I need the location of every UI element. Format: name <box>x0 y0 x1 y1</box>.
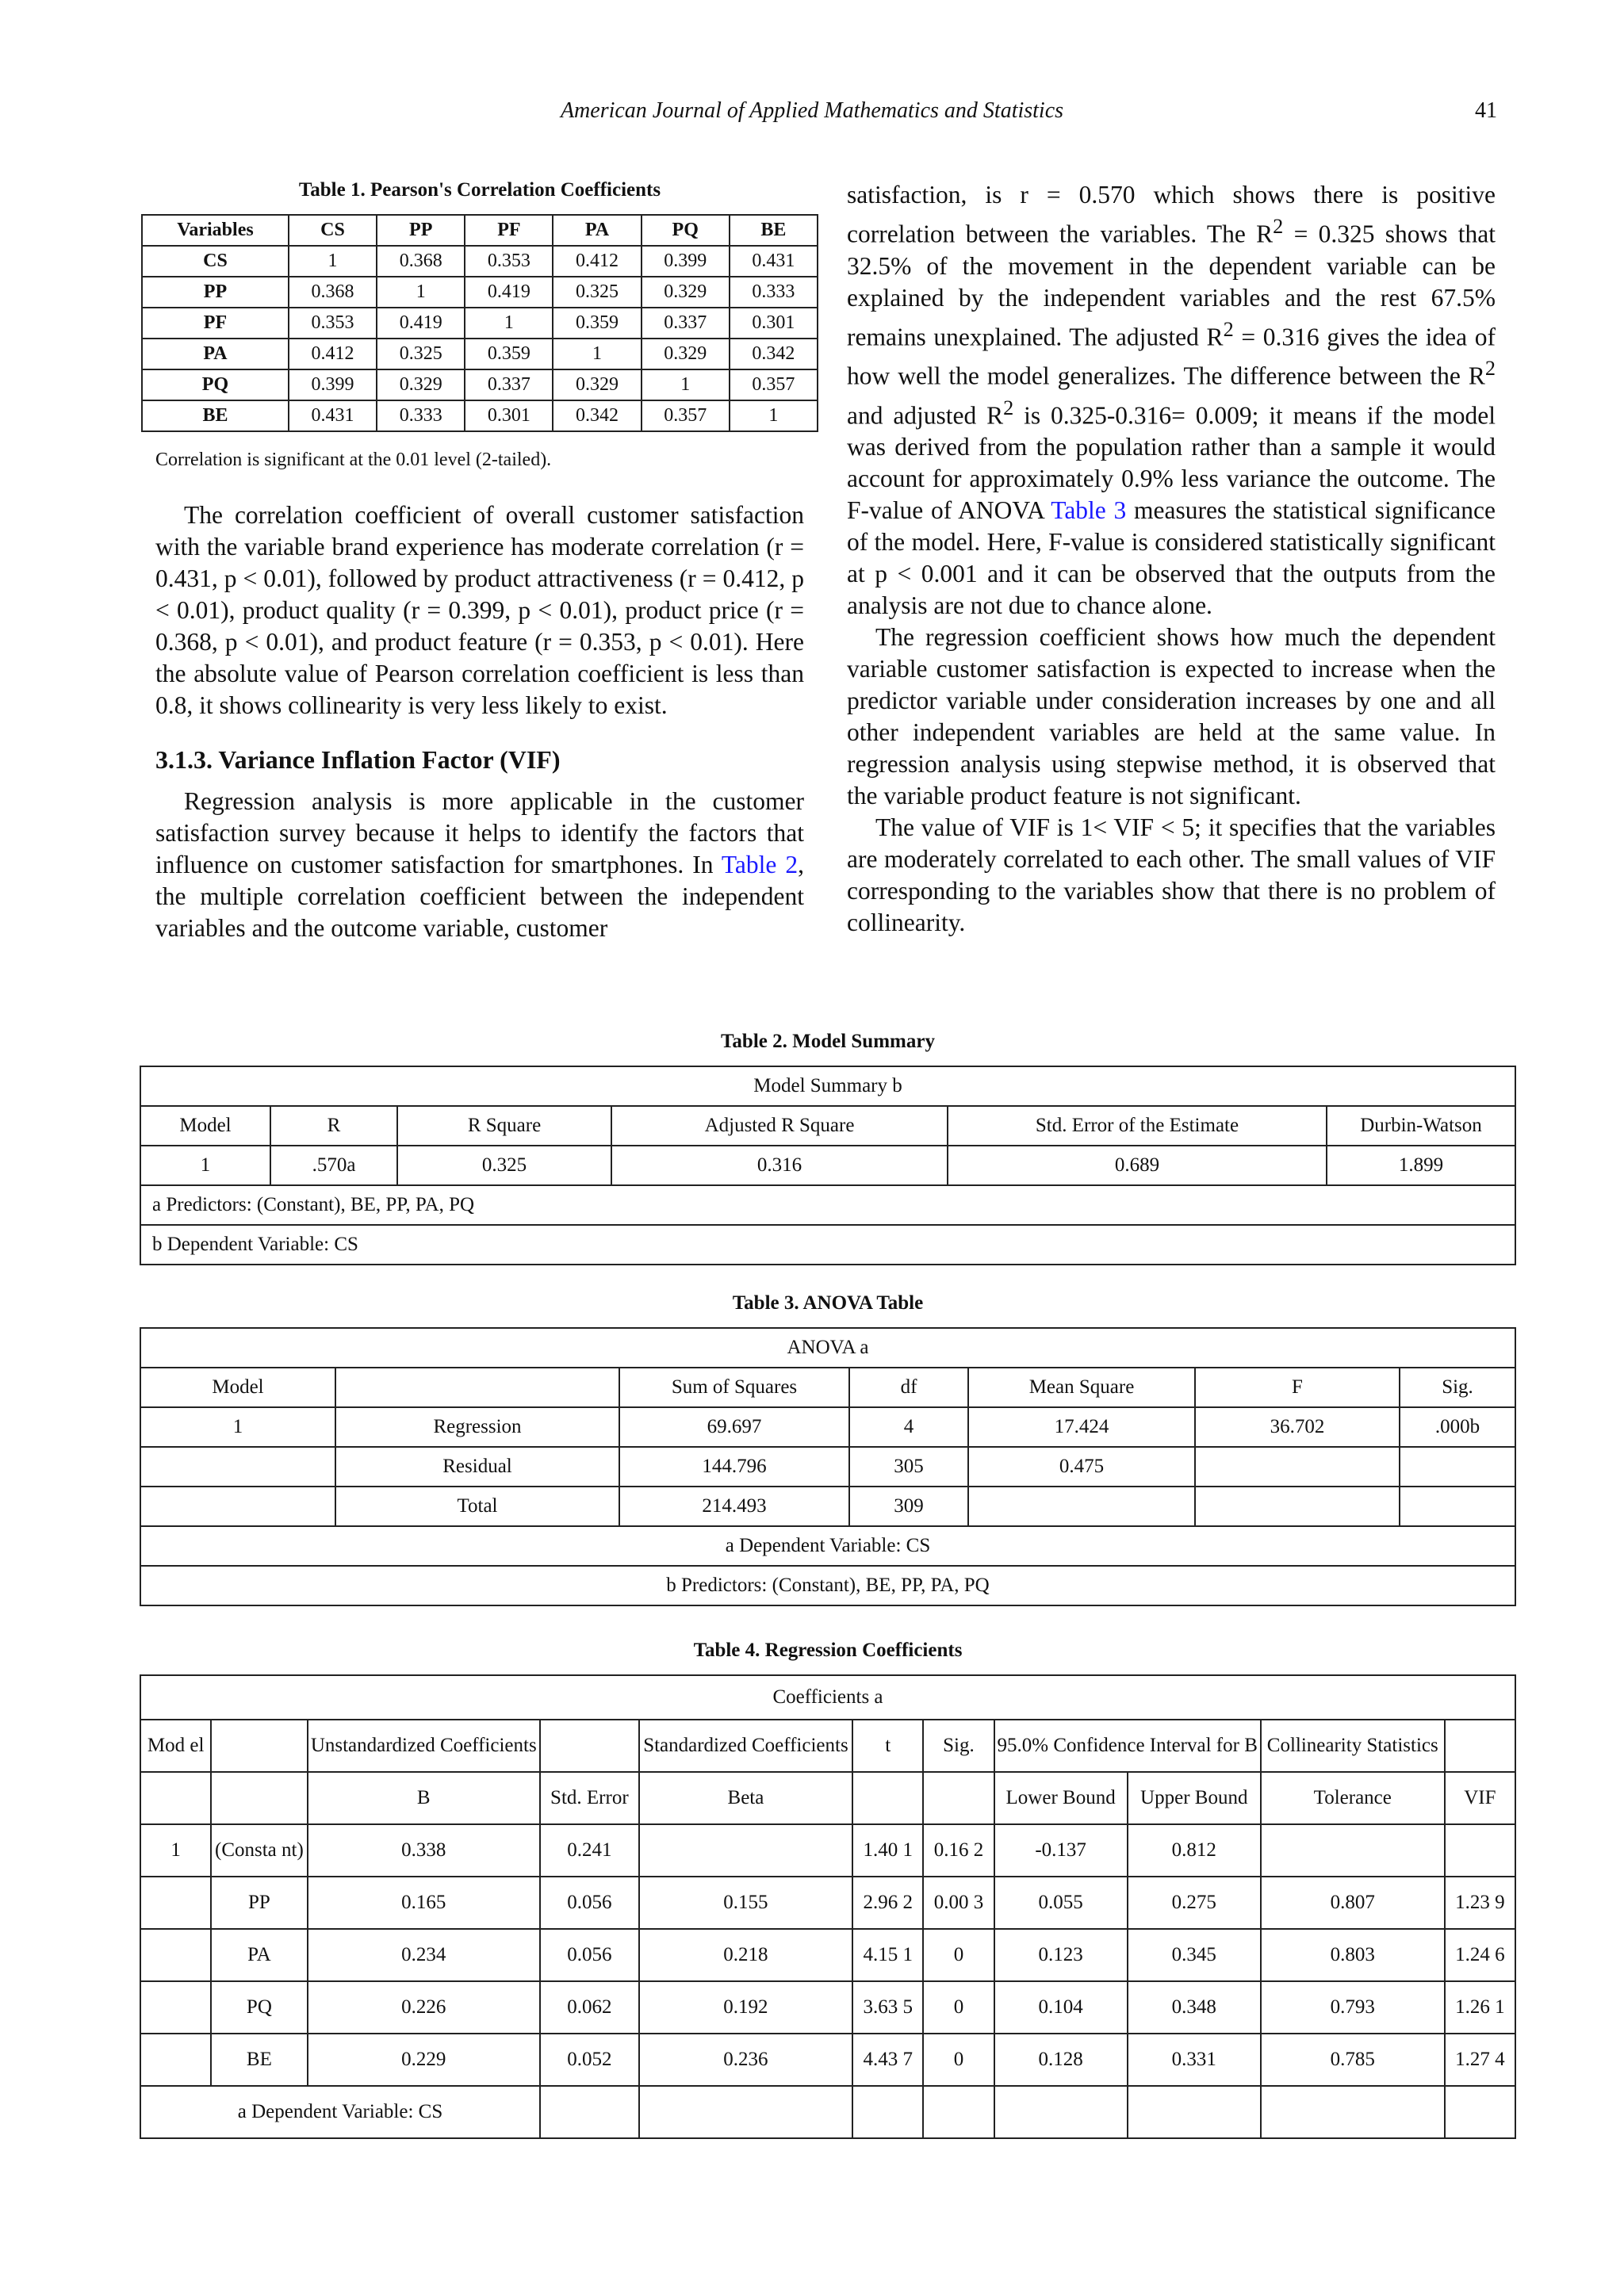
table4-header-blank <box>852 1772 923 1824</box>
table1-cell: 0.431 <box>730 246 818 277</box>
body-paragraph: The regression coefficient shows how much the dependent variable customer satisfaction is expected to increase when the predictor variable under consideration increases by one and all other independent variables are held at the same value. In regression analysis using stepwise method, it is observed that the variable product feature is not significant. <box>847 623 1496 809</box>
table1-cell: 0.342 <box>553 400 641 431</box>
table1-cell: 1 <box>642 369 730 400</box>
table1-cell: 0.325 <box>377 339 465 369</box>
table4-header-blank <box>211 1720 307 1772</box>
table4-cell: 0.055 <box>994 1877 1128 1929</box>
table1-cell: 0.412 <box>289 339 377 369</box>
table3-col-header: df <box>849 1368 968 1407</box>
table1-col-header: PA <box>553 215 641 246</box>
table1-row-label: PF <box>142 308 289 339</box>
table1-cell: 0.329 <box>377 369 465 400</box>
table4-cell: 0.00 3 <box>923 1877 994 1929</box>
table2-col-header: Std. Error of the Estimate <box>948 1106 1327 1146</box>
table4-cell <box>923 2086 994 2138</box>
table1-cell: 0.359 <box>465 339 553 369</box>
table4-cell <box>540 2086 639 2138</box>
table4-cell <box>140 1929 211 1981</box>
table4-cell: 0.104 <box>994 1981 1128 2034</box>
table4-header-beta: Beta <box>639 1772 852 1824</box>
table1-caption: Table 1. Pearson's Correlation Coefficients <box>298 179 661 201</box>
table4-cell <box>1261 1824 1445 1877</box>
table3-col-header <box>335 1368 619 1407</box>
table4-cell: 0.062 <box>540 1981 639 2034</box>
table1-cell: 0.329 <box>642 277 730 308</box>
anova-table <box>140 1327 1516 1606</box>
table4-cell: 0.807 <box>1261 1877 1445 1929</box>
table3-cell: 17.424 <box>968 1407 1195 1447</box>
table4-caption: Table 4. Regression Coefficients <box>693 1640 963 1661</box>
table4-cell: 1.27 4 <box>1445 2034 1515 2086</box>
table4-cell: 0.056 <box>540 1877 639 1929</box>
table-row <box>140 1487 1515 1526</box>
table1-cell: 1 <box>289 246 377 277</box>
table1-cell: 1 <box>730 400 818 431</box>
table4-cell <box>1128 2086 1261 2138</box>
table1-cell: 0.333 <box>730 277 818 308</box>
table3-cell: 214.493 <box>619 1487 849 1526</box>
table-row <box>142 308 818 339</box>
table4-header-vif: VIF <box>1445 1772 1515 1824</box>
body-paragraph <box>847 179 1496 622</box>
table1-cell: 0.325 <box>553 277 641 308</box>
table3-cell: 36.702 <box>1195 1407 1400 1447</box>
table4-block <box>140 1640 1516 2139</box>
table4-cell: 1.24 6 <box>1445 1929 1515 1981</box>
text-run: = 0.316 gives the idea of how well the model generalizes. The difference between the R <box>847 323 1496 390</box>
table3-cell <box>1400 1447 1515 1487</box>
table1-cell: 0.337 <box>465 369 553 400</box>
table4-cell: 0.16 2 <box>923 1824 994 1877</box>
table1-col-header: Variables <box>142 215 289 246</box>
table3-cell <box>968 1487 1195 1526</box>
table4-cell: 0 <box>923 2034 994 2086</box>
table4-cell: 0.241 <box>540 1824 639 1877</box>
table-row <box>140 1328 1515 1368</box>
table-row <box>142 369 818 400</box>
table4-cell: BE <box>211 2034 307 2086</box>
superscript: 2 <box>1223 317 1234 341</box>
table3-col-header: Mean Square <box>968 1368 1195 1407</box>
superscript: 2 <box>1484 357 1496 380</box>
table-row <box>140 1146 1515 1185</box>
table1-cell: 1 <box>553 339 641 369</box>
table4-cell <box>1261 2086 1445 2138</box>
table-row <box>140 1929 1515 1981</box>
table1-cell: 0.399 <box>642 246 730 277</box>
table4-cell: 0.218 <box>639 1929 852 1981</box>
text-run: = 0.325 shows that 32.5% of the movement in the dependent variable can be explained by the independent variables and the rest 67.5% remains unexplained. The adjusted R <box>847 220 1496 350</box>
table3-cell <box>140 1447 335 1487</box>
table4-header-coll: Collinearity Statistics <box>1261 1720 1445 1772</box>
table4-header-t: t <box>852 1720 923 1772</box>
table4-cell: 0.803 <box>1261 1929 1445 1981</box>
table3-cell <box>140 1487 335 1526</box>
table-row <box>140 1566 1515 1605</box>
table1-row-label: PP <box>142 277 289 308</box>
table-row <box>140 2086 1515 2138</box>
table3-cell: .000b <box>1400 1407 1515 1447</box>
table1-cell: 0.419 <box>377 308 465 339</box>
table4-header-blank <box>923 1772 994 1824</box>
table3-cell: Residual <box>335 1447 619 1487</box>
table3-cell: 69.697 <box>619 1407 849 1447</box>
table3-cell <box>1195 1487 1400 1526</box>
table1-header-row <box>142 215 818 246</box>
table3-cell <box>1195 1447 1400 1487</box>
table2-col-header: Adjusted R Square <box>611 1106 948 1146</box>
table3-title: ANOVA a <box>140 1328 1515 1368</box>
table1-cell: 1 <box>377 277 465 308</box>
table3-note: b Predictors: (Constant), BE, PP, PA, PQ <box>140 1566 1515 1605</box>
table3-col-header: Model <box>140 1368 335 1407</box>
table3-cell: 0.475 <box>968 1447 1195 1487</box>
table1-cell: 1 <box>465 308 553 339</box>
text-run: , the multiple correlation coefficient between the independent variables and the outcome variable, customer <box>155 851 804 942</box>
table4-cell: 0.331 <box>1128 2034 1261 2086</box>
text-run: satisfaction, is r = 0.570 which shows there is positive correlation between the variables. The R <box>847 181 1496 248</box>
text-run: Regression analysis is more applicable in the customer satisfaction survey because it helps to identify the factors that influence on customer satisfaction for smartphones. In <box>155 787 804 878</box>
table-row <box>140 1877 1515 1929</box>
table2-cell: 1 <box>140 1146 270 1185</box>
table4-header-blank <box>1445 1720 1515 1772</box>
table1-cell: 0.333 <box>377 400 465 431</box>
table2-block <box>140 1031 1516 1265</box>
table4-header-ci: 95.0% Confidence Interval for B <box>994 1720 1261 1772</box>
table1-cell: 0.337 <box>642 308 730 339</box>
table2-col-header: R <box>270 1106 397 1146</box>
right-column <box>847 179 1496 939</box>
table4-header-se: Std. Error <box>540 1772 639 1824</box>
table1-cell: 0.301 <box>730 308 818 339</box>
body-paragraph: The correlation coefficient of overall customer satisfaction with the variable brand experience has moderate correlation (r = 0.431, p < 0.01), followed by product attractiveness (r = 0.412, p < 0.01), product quality (r = 0.399, p < 0.01), product price (r = 0.368, p < 0.01), and product feature (r = 0.353, p < 0.01). Here the absolute value of Pearson correlation coefficient is less than 0.8, it shows collinearity is very less likely to exist. <box>155 501 804 719</box>
table4-cell <box>140 1981 211 2034</box>
table-row <box>142 339 818 369</box>
table4-cell: PQ <box>211 1981 307 2034</box>
table4-cell: 1.40 1 <box>852 1824 923 1877</box>
table4-cell: 0.275 <box>1128 1877 1261 1929</box>
running-head: American Journal of Applied Mathematics and Statistics <box>560 98 1064 123</box>
table3-cell <box>1400 1487 1515 1526</box>
table1-row-label: BE <box>142 400 289 431</box>
table-row <box>140 1407 1515 1447</box>
table-row <box>140 1447 1515 1487</box>
model-summary-table <box>140 1066 1516 1265</box>
table3-caption: Table 3. ANOVA Table <box>732 1292 924 1314</box>
table-row <box>140 1368 1515 1407</box>
table4-header-blank <box>540 1720 639 1772</box>
table3-cell: 1 <box>140 1407 335 1447</box>
table4-cell: 0 <box>923 1981 994 2034</box>
table2-cell: 0.689 <box>948 1146 1327 1185</box>
table4-cell <box>852 2086 923 2138</box>
table-row <box>140 1981 1515 2034</box>
table-row <box>140 1824 1515 1877</box>
table4-title: Coefficients a <box>140 1675 1515 1720</box>
table3-col-header: Sig. <box>1400 1368 1515 1407</box>
table4-cell: 0.155 <box>639 1877 852 1929</box>
text-run: is 0.325-0.316= 0.009; it means if the model was derived from the population rather than a sample it would account for approximately 0.9% less variance the outcome. The F-value of ANOVA <box>847 401 1496 524</box>
table4-header-blank <box>140 1772 211 1824</box>
table4-cell: 0.348 <box>1128 1981 1261 2034</box>
table4-header-unstd: Unstandardized Coefficients <box>308 1720 540 1772</box>
table4-cell: 4.43 7 <box>852 2034 923 2086</box>
table2-cell: 0.325 <box>397 1146 611 1185</box>
table4-cell: 0.128 <box>994 2034 1128 2086</box>
table2-cell: 1.899 <box>1327 1146 1515 1185</box>
table4-header-std: Standardized Coefficients <box>639 1720 852 1772</box>
table4-cell: 0.812 <box>1128 1824 1261 1877</box>
table4-cell: 0.345 <box>1128 1929 1261 1981</box>
table4-cell: -0.137 <box>994 1824 1128 1877</box>
table4-header-sig: Sig. <box>923 1720 994 1772</box>
table-row <box>140 1106 1515 1146</box>
table1-note: Correlation is significant at the 0.01 level (2-tailed). <box>155 450 552 470</box>
table4-cell: 0.338 <box>308 1824 540 1877</box>
correlation-table <box>141 214 818 432</box>
superscript: 2 <box>1273 215 1284 238</box>
table-row <box>140 1526 1515 1566</box>
table3-cell: Regression <box>335 1407 619 1447</box>
table4-cell: PP <box>211 1877 307 1929</box>
superscript: 2 <box>1003 396 1014 419</box>
table1-cell: 0.399 <box>289 369 377 400</box>
table4-cell: 4.15 1 <box>852 1929 923 1981</box>
table3-cell: 4 <box>849 1407 968 1447</box>
table3-col-header: F <box>1195 1368 1400 1407</box>
table4-header-model: Mod el <box>140 1720 211 1772</box>
table4-cell: 0.234 <box>308 1929 540 1981</box>
table-row <box>140 1720 1515 1772</box>
table4-cell: 0.056 <box>540 1929 639 1981</box>
table4-cell: 0.052 <box>540 2034 639 2086</box>
table4-cell: 0 <box>923 1929 994 1981</box>
text-run: and adjusted R <box>847 401 1004 429</box>
table2-col-header: R Square <box>397 1106 611 1146</box>
table4-cell: (Consta nt) <box>211 1824 307 1877</box>
page-number: 41 <box>1475 98 1497 123</box>
table2-cell: .570a <box>270 1146 397 1185</box>
table4-cell <box>1445 1824 1515 1877</box>
table4-cell: 0.165 <box>308 1877 540 1929</box>
table4-cell: PA <box>211 1929 307 1981</box>
table4-cell: 0.226 <box>308 1981 540 2034</box>
table3-cell: 305 <box>849 1447 968 1487</box>
table1-row-label: PA <box>142 339 289 369</box>
table4-cell <box>140 2034 211 2086</box>
body-paragraph: The value of VIF is 1< VIF < 5; it specifies that the variables are moderately correlated to each other. The small values of VIF corresponding to the variables show that there is no problem of collinearity. <box>847 813 1496 936</box>
table3-block <box>140 1292 1516 1606</box>
section-heading: 3.1.3. Variance Inflation Factor (VIF) <box>155 745 561 774</box>
table1-cell: 0.357 <box>642 400 730 431</box>
table1-cell: 0.342 <box>730 339 818 369</box>
table-row <box>140 1185 1515 1225</box>
table4-cell: 0.192 <box>639 1981 852 2034</box>
table1-col-header: BE <box>730 215 818 246</box>
table1-cell: 0.357 <box>730 369 818 400</box>
table-row <box>142 277 818 308</box>
table4-cell: 1 <box>140 1824 211 1877</box>
table4-cell: 1.26 1 <box>1445 1981 1515 2034</box>
table1-cell: 0.353 <box>465 246 553 277</box>
table4-cell <box>1445 2086 1515 2138</box>
table3-note: a Dependent Variable: CS <box>140 1526 1515 1566</box>
table3-cell: 309 <box>849 1487 968 1526</box>
table2-note: a Predictors: (Constant), BE, PP, PA, PQ <box>140 1185 1515 1225</box>
table1-col-header: CS <box>289 215 377 246</box>
table4-cell <box>994 2086 1128 2138</box>
table1-cell: 0.329 <box>553 369 641 400</box>
table1-cell: 0.431 <box>289 400 377 431</box>
table-row <box>142 246 818 277</box>
table-row <box>140 1225 1515 1265</box>
table4-header-lower: Lower Bound <box>994 1772 1128 1824</box>
table1-cell: 0.353 <box>289 308 377 339</box>
table1-cell: 0.412 <box>553 246 641 277</box>
table1-row-label: PQ <box>142 369 289 400</box>
table4-cell: 0.123 <box>994 1929 1128 1981</box>
table1-col-header: PQ <box>642 215 730 246</box>
table2-note: b Dependent Variable: CS <box>140 1225 1515 1265</box>
table4-cell <box>140 1877 211 1929</box>
table4-cell: 3.63 5 <box>852 1981 923 2034</box>
table4-cell <box>639 1824 852 1877</box>
table-row <box>140 2034 1515 2086</box>
table-row <box>140 1066 1515 1106</box>
table-2-link[interactable]: Table 2 <box>721 851 799 878</box>
table4-cell: 0.236 <box>639 2034 852 2086</box>
body-paragraph <box>155 786 804 944</box>
table2-col-header: Model <box>140 1106 270 1146</box>
table1-cell: 0.368 <box>377 246 465 277</box>
table4-cell: 0.785 <box>1261 2034 1445 2086</box>
table4-header-b: B <box>308 1772 540 1824</box>
table1-cell: 0.419 <box>465 277 553 308</box>
text-run: measures the statistical significance of the model. Here, F-value is considered statistically significant at p < 0.001 and it can be observed that the outputs from the analysis are not due to chance alone. <box>847 496 1496 619</box>
table4-cell: 2.96 2 <box>852 1877 923 1929</box>
table3-cell: 144.796 <box>619 1447 849 1487</box>
table4-cell <box>639 2086 852 2138</box>
table3-cell: Total <box>335 1487 619 1526</box>
table1-cell: 0.368 <box>289 277 377 308</box>
table4-cell: 1.23 9 <box>1445 1877 1515 1929</box>
table-3-link[interactable]: Table 3 <box>1051 496 1127 524</box>
table1-cell: 0.359 <box>553 308 641 339</box>
table4-header-upper: Upper Bound <box>1128 1772 1261 1824</box>
table3-col-header: Sum of Squares <box>619 1368 849 1407</box>
table2-caption: Table 2. Model Summary <box>721 1031 935 1052</box>
table4-header-tol: Tolerance <box>1261 1772 1445 1824</box>
table1-col-header: PP <box>377 215 465 246</box>
table4-header-blank <box>211 1772 307 1824</box>
table-row <box>142 400 818 431</box>
table1-cell: 0.301 <box>465 400 553 431</box>
table1-cell: 0.329 <box>642 339 730 369</box>
table-row <box>140 1772 1515 1824</box>
table4-cell: 0.793 <box>1261 1981 1445 2034</box>
table1-row-label: CS <box>142 246 289 277</box>
table-row <box>140 1675 1515 1720</box>
coefficients-table <box>140 1674 1516 2139</box>
table2-title: Model Summary b <box>140 1066 1515 1106</box>
table2-cell: 0.316 <box>611 1146 948 1185</box>
left-column <box>155 179 804 944</box>
table2-col-header: Durbin-Watson <box>1327 1106 1515 1146</box>
table4-note: a Dependent Variable: CS <box>140 2086 540 2138</box>
table4-cell: 0.229 <box>308 2034 540 2086</box>
table1-col-header: PF <box>465 215 553 246</box>
